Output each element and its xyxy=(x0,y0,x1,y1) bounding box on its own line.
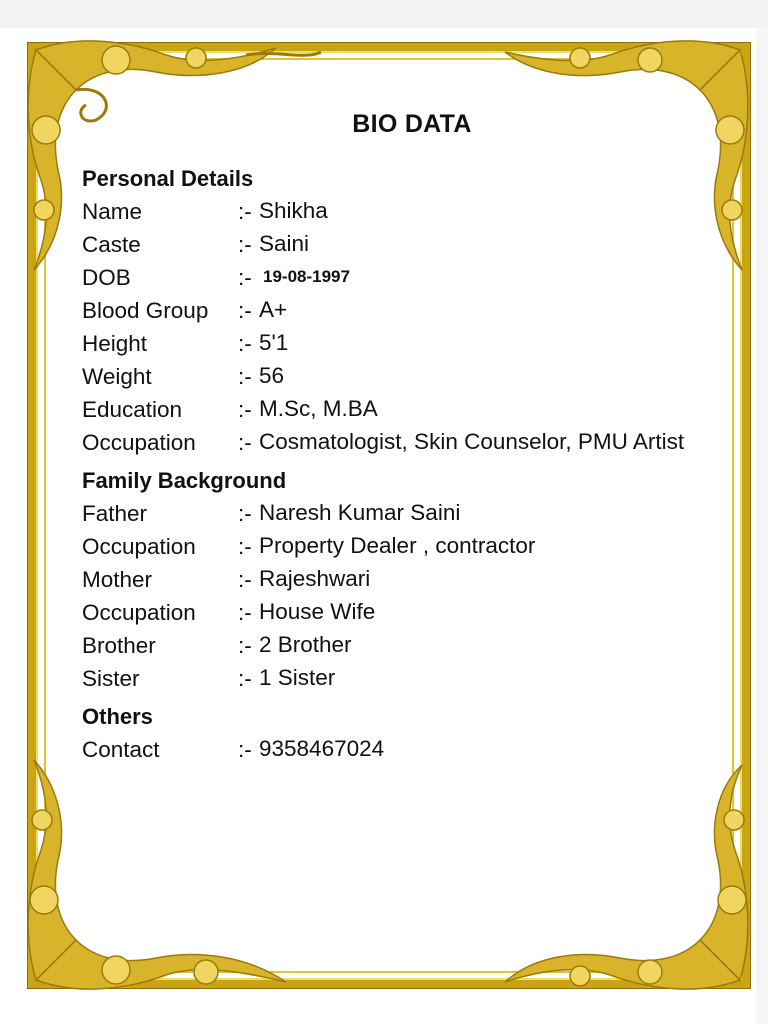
field-separator: :- xyxy=(238,534,252,559)
field-value: Rajeshwari xyxy=(259,566,371,591)
field-label: Blood Group xyxy=(82,298,209,323)
detail-row-mother-occupation xyxy=(82,596,702,629)
field-value: Saini xyxy=(259,231,310,256)
detail-row-occupation xyxy=(82,426,702,459)
section-heading: Family Background xyxy=(82,468,287,493)
detail-row-sister xyxy=(82,662,702,695)
detail-row-education xyxy=(82,393,702,426)
field-value: A+ xyxy=(259,297,288,322)
bottom-right-ornament xyxy=(490,760,760,1000)
bottom-left-ornament xyxy=(16,740,356,1000)
field-label: Brother xyxy=(82,633,156,658)
field-value: House Wife xyxy=(259,599,376,624)
field-separator: :- xyxy=(238,600,252,625)
field-separator: :- xyxy=(238,501,252,526)
page-title: BIO DATA xyxy=(352,110,472,138)
field-separator: :- xyxy=(238,430,252,455)
field-label: Mother xyxy=(82,567,153,592)
field-value: Property Dealer , contractor xyxy=(259,533,536,558)
field-separator: :- xyxy=(238,364,252,389)
field-value: Naresh Kumar Saini xyxy=(259,500,461,525)
field-label: Occupation xyxy=(82,600,196,625)
section-heading: Personal Details xyxy=(82,166,254,191)
top-strip xyxy=(0,0,768,28)
detail-row-brother xyxy=(82,629,702,662)
detail-row-mother xyxy=(82,563,702,596)
others-section xyxy=(82,701,702,766)
field-label: Contact xyxy=(82,737,160,762)
field-label: Sister xyxy=(82,666,140,691)
field-label: Occupation xyxy=(82,534,196,559)
field-value: Shikha xyxy=(259,198,328,223)
detail-row-dob xyxy=(82,261,702,294)
field-separator: :- xyxy=(238,331,252,356)
detail-row-contact xyxy=(82,733,702,766)
field-separator: :- xyxy=(238,567,252,592)
family-background-section xyxy=(82,465,702,695)
detail-row-blood-group xyxy=(82,294,702,327)
field-label: Weight xyxy=(82,364,152,389)
field-value: 1 Sister xyxy=(259,665,336,690)
field-separator: :- xyxy=(238,265,252,290)
detail-row-father-occupation xyxy=(82,530,702,563)
field-separator: :- xyxy=(238,737,252,762)
field-separator: :- xyxy=(238,298,252,323)
field-value: 19-08-1997 xyxy=(263,267,350,286)
field-label: Caste xyxy=(82,232,141,257)
detail-row-weight xyxy=(82,360,702,393)
field-value: 5'1 xyxy=(259,330,289,355)
field-value: M.Sc, M.BA xyxy=(259,396,378,421)
field-value: Cosmatologist, Skin Counselor, PMU Artist xyxy=(259,429,685,454)
field-separator: :- xyxy=(238,397,252,422)
field-separator: :- xyxy=(238,666,252,691)
field-value: 2 Brother xyxy=(259,632,352,657)
detail-row-name xyxy=(82,195,702,228)
field-separator: :- xyxy=(238,199,252,224)
detail-row-father xyxy=(82,497,702,530)
detail-row-height xyxy=(82,327,702,360)
field-label: Education xyxy=(82,397,183,422)
detail-row-caste xyxy=(82,228,702,261)
field-label: Height xyxy=(82,331,148,356)
field-label: Father xyxy=(82,501,148,526)
field-label: DOB xyxy=(82,265,131,290)
field-separator: :- xyxy=(238,633,252,658)
field-value: 56 xyxy=(259,363,285,388)
field-value: 9358467024 xyxy=(259,736,385,761)
personal-details-section xyxy=(82,163,702,459)
bio-data-content xyxy=(82,110,702,766)
section-heading: Others xyxy=(82,704,153,729)
field-label: Occupation xyxy=(82,430,196,455)
field-label: Name xyxy=(82,199,143,224)
field-separator: :- xyxy=(238,232,252,257)
